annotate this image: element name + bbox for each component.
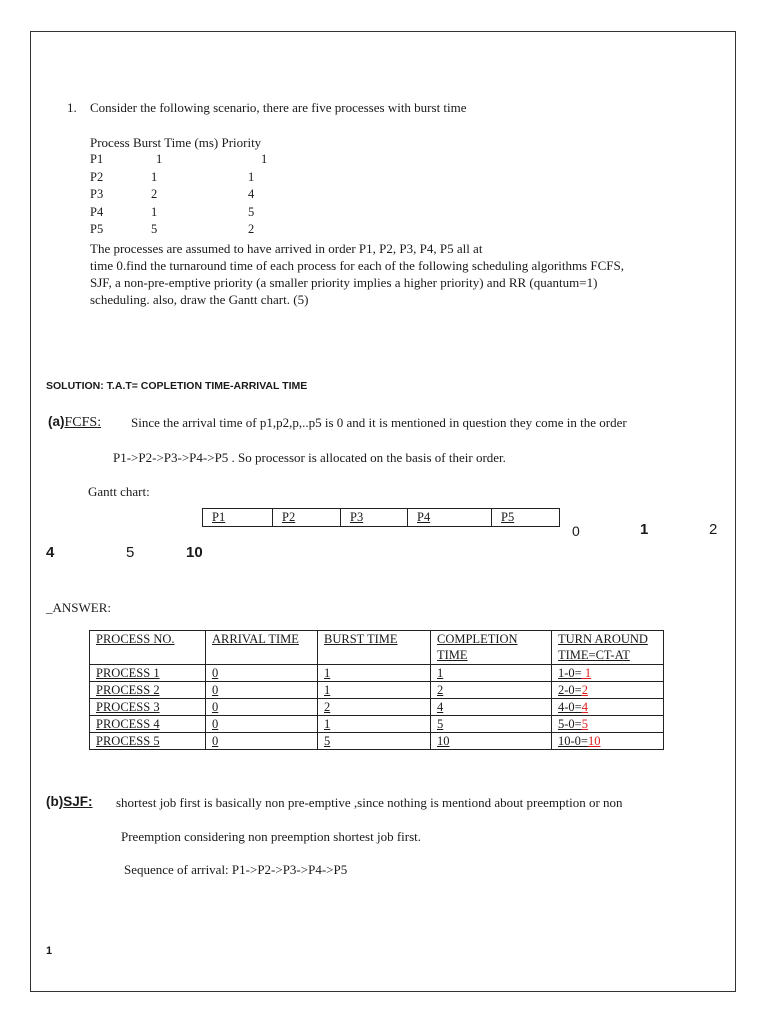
cell-text: 0 [212, 700, 219, 714]
burst-cell [318, 733, 431, 750]
cell-text: 2 [324, 700, 331, 714]
table-row [90, 699, 664, 716]
priority-column [0, 151, 267, 239]
cell-text: 0 [212, 734, 219, 748]
process-cell: P5 [90, 222, 104, 236]
cell-text: 1 [324, 717, 331, 731]
completion-cell [431, 699, 552, 716]
gantt-time-2: 2 [709, 521, 718, 538]
header-text: COMPLETION TIME [437, 632, 518, 662]
fcfs-text-2: P1->P2->P3->P4->P5 . So processor is allocated on the basis of their order. [113, 450, 506, 465]
cell-text: 0 [212, 666, 219, 680]
header-arrival-time [206, 631, 318, 665]
sjf-label: SJF: [63, 794, 93, 809]
sjf-text: shortest job first is basically non pre-emptive ,since nothing is mentiond about preemption or non [116, 795, 623, 810]
gantt-chart [202, 508, 560, 527]
tat-value: 2 [581, 683, 588, 697]
cell-text: 4 [437, 700, 444, 714]
cell-text: 10 [437, 734, 450, 748]
cell-text: 0 [212, 683, 219, 697]
gantt-cell-p4: P4 [408, 509, 492, 526]
gantt-time-4: 4 [46, 544, 55, 561]
burst-cell: 1 [151, 204, 158, 219]
gantt-cell-p1: P1 [203, 509, 273, 526]
header-burst-time [318, 631, 431, 665]
header-turnaround-time [552, 631, 664, 665]
completion-cell [431, 716, 552, 733]
arrival-cell [206, 716, 318, 733]
process-cell: P2 [90, 169, 104, 184]
fcfs-section [48, 413, 101, 431]
process-table-header: Process Burst Time (ms) Priority [90, 135, 262, 150]
process-cell [90, 699, 206, 716]
question-number: 1. [67, 100, 77, 115]
header-text: BURST TIME [324, 632, 398, 646]
process-cell [90, 733, 206, 750]
process-cell [90, 665, 206, 682]
header-text: ARRIVAL TIME [212, 632, 299, 646]
cell-text: PROCESS 2 [96, 683, 160, 697]
paragraph-line: scheduling. also, draw the Gantt chart. (5) [90, 292, 309, 307]
header-completion-time [431, 631, 552, 665]
page-number: 1 [46, 945, 53, 957]
table-row [90, 716, 664, 733]
tat-expression: 4-0= [558, 700, 582, 714]
completion-cell [431, 733, 552, 750]
answer-label: _ANSWER: [46, 600, 111, 615]
process-cell: P3 [90, 187, 104, 201]
tat-cell [552, 716, 664, 733]
process-cell [90, 682, 206, 699]
burst-cell [318, 665, 431, 682]
burst-cell [318, 699, 431, 716]
gantt-cell-p2: P2 [273, 509, 341, 526]
priority-cell: 1 [261, 152, 268, 166]
burst-cell: 5 [151, 222, 158, 236]
cell-text: PROCESS 5 [96, 734, 160, 748]
paragraph-line: time 0.find the turnaround time of each process for each of the following scheduling algorithms FCFS, [90, 258, 624, 273]
table-row [90, 682, 664, 699]
arrival-cell [206, 699, 318, 716]
sjf-text-2: Preemption considering non preemption shortest job first. [121, 829, 422, 844]
burst-cell: 1 [156, 152, 163, 166]
burst-cell: 2 [151, 187, 158, 201]
process-cell: P4 [90, 204, 104, 219]
arrival-cell [206, 682, 318, 699]
gantt-time-10-digits: 10 [186, 544, 203, 561]
sjf-prefix: (b) [46, 794, 64, 809]
paragraph-line: The processes are assumed to have arrived in order P1, P2, P3, P4, P5 all at [90, 241, 483, 256]
question-paragraph [90, 240, 624, 308]
table-row [90, 665, 664, 682]
header-text: TURN AROUND TIME=CT-AT [558, 632, 648, 662]
process-cell [90, 716, 206, 733]
tat-value: 10 [587, 734, 601, 748]
completion-cell [431, 682, 552, 699]
cell-text: 0 [212, 717, 219, 731]
gantt-time-0: 0 [572, 523, 580, 539]
cell-text: 1 [324, 666, 331, 680]
cell-text: 5 [324, 734, 331, 748]
header-process-no [90, 631, 206, 665]
tat-expression: 5-0= [558, 717, 582, 731]
sjf-text-3: Sequence of arrival: P1->P2->P3->P4->P5 [124, 862, 348, 877]
sjf-section [46, 793, 93, 811]
header-text: PROCESS NO. [96, 632, 175, 646]
question-intro: Consider the following scenario, there are five processes with burst time [90, 100, 467, 115]
answer-table-header-row [90, 631, 664, 665]
table-row [90, 733, 664, 750]
tat-expression: 1-0= [558, 666, 582, 680]
fcfs-label: FCFS: [64, 415, 102, 430]
priority-cell: 4 [248, 187, 255, 201]
gantt-time-1: 1 [640, 521, 649, 538]
cell-text: 2 [437, 683, 444, 697]
tat-cell [552, 665, 664, 682]
answer-table [89, 630, 664, 750]
fcfs-text: Since the arrival time of p1,p2,p,..p5 is 0 and it is mentioned in question they come in the order [131, 415, 627, 430]
tat-expression: 2-0= [558, 683, 582, 697]
fcfs-prefix: (a) [48, 414, 65, 429]
tat-cell [552, 733, 664, 750]
burst-cell [318, 682, 431, 699]
gantt-label: Gantt chart: [88, 484, 150, 499]
cell-text: PROCESS 4 [96, 717, 160, 731]
completion-cell [431, 665, 552, 682]
gantt-cell-p5: P5 [501, 510, 515, 524]
tat-cell [552, 682, 664, 699]
priority-cell: 1 [248, 169, 255, 184]
tat-expression: 10-0= [558, 734, 588, 748]
cell-text: 1 [437, 666, 444, 680]
burst-cell [318, 716, 431, 733]
tat-value: 5 [581, 717, 588, 731]
cell-text: PROCESS 1 [96, 666, 160, 680]
tat-value: 1 [581, 666, 592, 680]
arrival-cell [206, 665, 318, 682]
paragraph-line: SJF, a non-pre-emptive priority (a smaller priority implies a higher priority) and RR (quantum=1) [90, 275, 598, 290]
solution-heading: SOLUTION: T.A.T= COPLETION TIME-ARRIVAL TIME [46, 380, 308, 392]
burst-cell: 1 [151, 169, 158, 184]
cell-text: 5 [437, 717, 444, 731]
gantt-cell-p3: P3 [341, 509, 408, 526]
arrival-cell [206, 733, 318, 750]
tat-cell [552, 699, 664, 716]
priority-cell: 5 [248, 204, 255, 219]
gantt-time-10 [186, 544, 203, 561]
tat-value: 4 [581, 700, 588, 714]
process-cell: P1 [90, 152, 104, 166]
gantt-time-5: 5 [126, 544, 135, 561]
cell-text: PROCESS 3 [96, 700, 160, 714]
cell-text: 1 [324, 683, 331, 697]
priority-cell: 2 [248, 222, 255, 236]
